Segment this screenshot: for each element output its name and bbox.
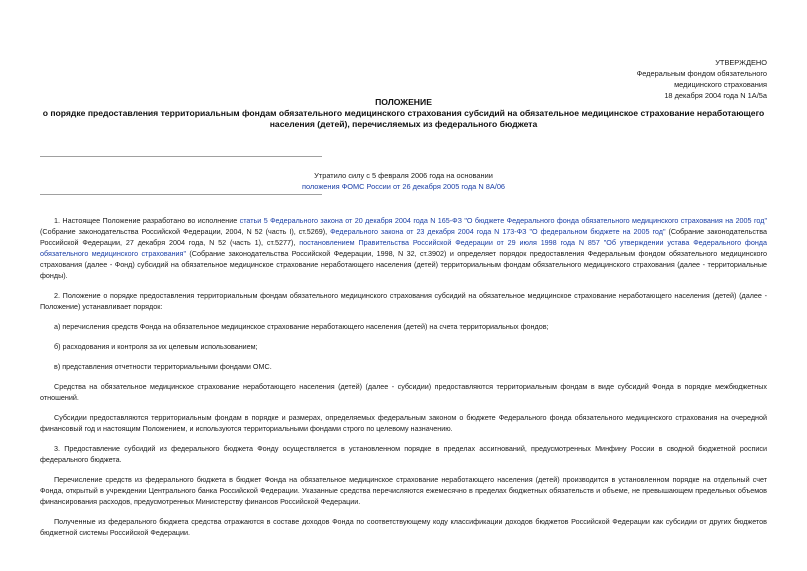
title-line: населения (детей), перечисляемых из федерального бюджета — [269, 119, 538, 129]
paragraph-1 — [40, 215, 767, 281]
paragraph-text: (Собрание законодательства Российской Федерации, 27 декабря 2004 года, N 52 (часть 1), ст.5277), — [40, 227, 767, 247]
decree-link-857[interactable]: постановлением Правительства Российской Федерации от 29 июля 1998 года N 857 "Об утверждении устава Федерального фонда обязательного медицинского страхования" — [40, 238, 767, 258]
law-link-165fz[interactable]: статьи 5 Федерального закона от 20 декабря 2004 года N 165-ФЗ "О бюджете Федерального фонда обязательного медицинского страхования на 2005 год" — [239, 216, 767, 225]
paragraph-text: (Собрание законодательства Российской Федерации, 1998, N 32, ст.3902) и определяет порядок предоставления Федеральным фондом обязательного медицинского страхования (далее - Фонд) субсидий на обязательное медицинское страхование неработающего населения (детей) территориальным фондам обязательного медицинского страхования (далее - территориальные фонды). — [40, 249, 768, 280]
title-line: ПОЛОЖЕНИЕ — [375, 97, 432, 107]
lapsed-notice — [0, 170, 807, 192]
approval-line: Федеральным фондом обязательного — [636, 69, 767, 78]
lapsed-text: Утратило силу с 5 февраля 2006 года на основании — [314, 171, 493, 180]
approval-block — [637, 57, 767, 101]
paragraph-text: (Собрание законодательства Российской Федерации, 2004, N 52 (часть I), ст.5269), — [40, 227, 331, 236]
title-line: о порядке предоставления территориальным фондам обязательного медицинского страхования субсидий на обязательное медицинское страхование неработающего — [42, 108, 765, 118]
list-item-a: а) перечисления средств Фонда на обязательное медицинское страхование неработающего населения (детей) на счета территориальных фондов; — [54, 322, 549, 331]
document-body — [40, 215, 767, 547]
paragraph-3: 3. Предоставление субсидий из федерального бюджета Фонду осуществляется в установленном порядке в пределах ассигнований, предусмотренных Минфину России в сводной бюджетной росписи федерального бюджета. — [40, 444, 767, 464]
list-item-b: б) расходования и контроля за их целевым использованием; — [54, 342, 258, 351]
approval-line: 18 декабря 2004 года N 1А/5а — [664, 91, 767, 100]
lapsed-link[interactable]: положения ФОМС России от 26 декабря 2005 года N 8А/06 — [301, 182, 506, 191]
divider-top — [40, 156, 322, 157]
divider-bottom — [40, 194, 322, 195]
document-title — [40, 97, 767, 130]
paragraph-subsidies: Средства на обязательное медицинское страхование неработающего населения (детей) (далее - субсидии) предоставляются территориальным фондам в виде субсидий Фонда в порядке межбюджетных отношений. — [40, 382, 767, 402]
list-item-v: в) представления отчетности территориальными фондами ОМС. — [54, 362, 272, 371]
approval-line: УТВЕРЖДЕНО — [715, 58, 767, 67]
paragraph-text: 1. Настоящее Положение разработано во исполнение — [54, 216, 240, 225]
paragraph-transfer: Перечисление средств из федерального бюджета в бюджет Фонда на обязательное медицинское страхование неработающего населения (детей) производится в установленном порядке на отдельный счет Фонда, открытый в учреждении Центрального банка Российской Федерации. Указанные средства перечисляются ежемесячно в пределах бюджетных обязательств и объеме, не превышающем предельных объемов финансирования расходов, предусмотренных Министерству финансов Российской Федерации. — [40, 475, 767, 506]
paragraph-2: 2. Положение о порядке предоставления территориальным фондам обязательного медицинского страхования субсидий на обязательное медицинское страхование неработающего населения (детей) (далее - Положение) устанавливает порядок: — [40, 291, 767, 311]
paragraph-subsidies-order: Субсидии предоставляются территориальным фондам в порядке и размерах, определяемых федеральным законом о бюджете Федерального фонда обязательного медицинского страхования на очередной финансовый год и настоящим Положением, и используются территориальными фондами строго по целевому назначению. — [40, 413, 767, 433]
paragraph-revenue: Полученные из федерального бюджета средства отражаются в составе доходов Фонда по соответствующему коду классификации доходов бюджетов Российской Федерации как субсидии от других бюджетов бюджетной системы Российской Федерации. — [40, 517, 767, 537]
law-link-173fz[interactable]: Федерального закона от 23 декабря 2004 года N 173-ФЗ "О федеральном бюджете на 2005 год" — [330, 227, 666, 236]
approval-line: медицинского страхования — [674, 80, 767, 89]
